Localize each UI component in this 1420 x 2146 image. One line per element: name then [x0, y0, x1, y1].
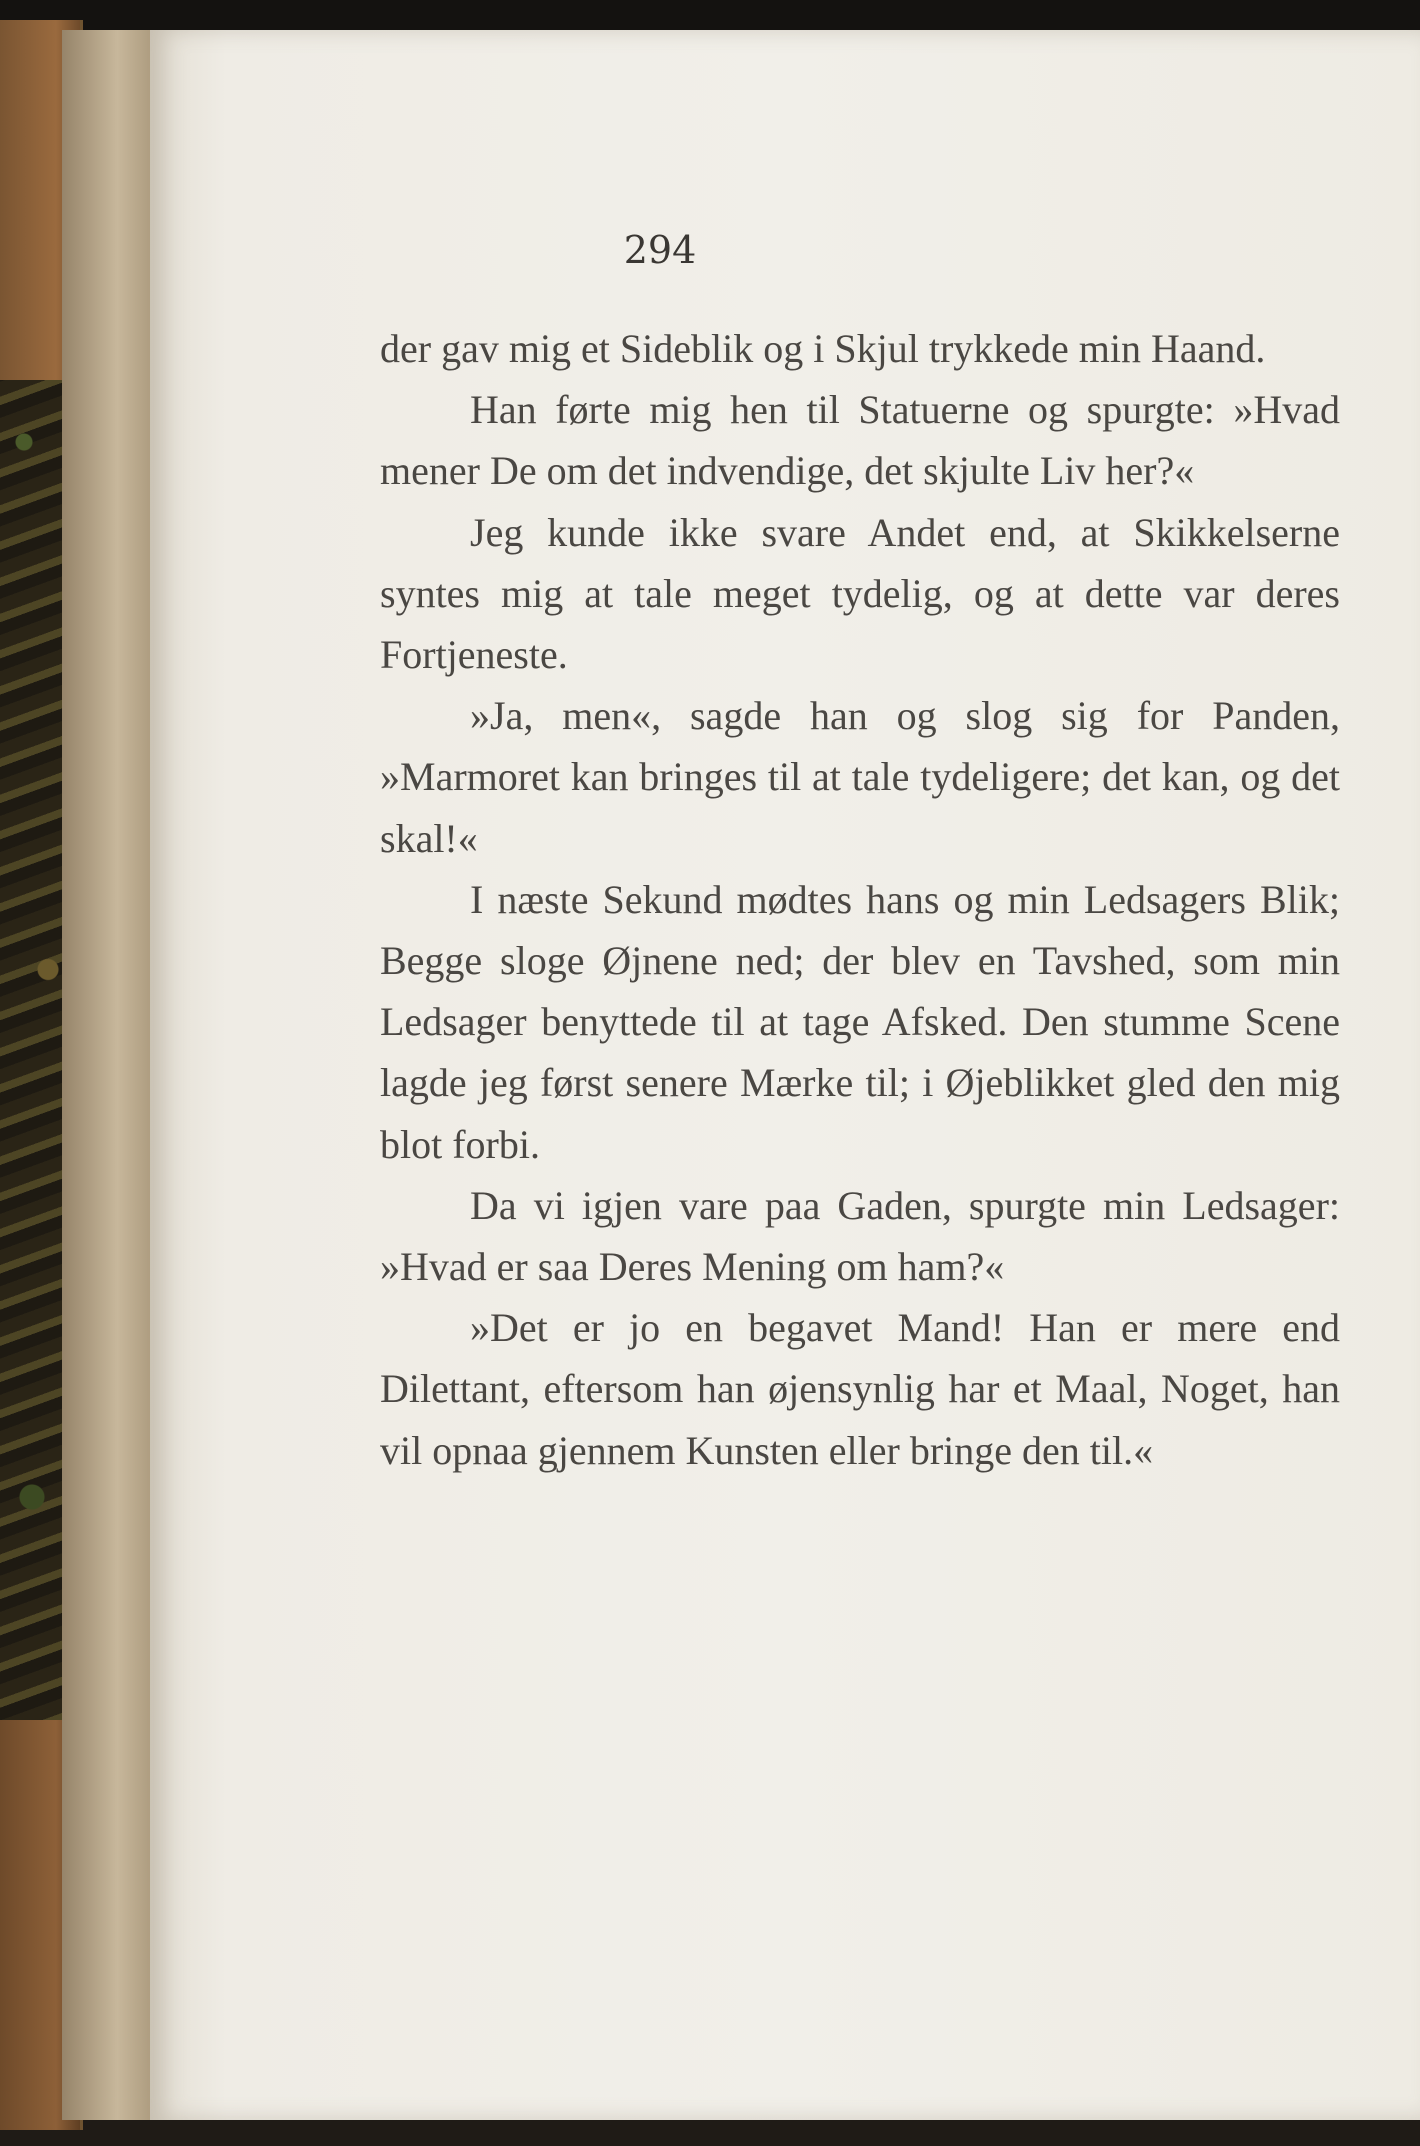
body-text [380, 318, 1340, 1481]
paragraph: der gav mig et Sideblik og i Skjul trykkede min Haand. [380, 326, 1266, 371]
paragraph: Jeg kunde ikke svare Andet end, at Skikkelserne syntes mig at tale meget tydelig, og at dette var deres Fortjeneste. [380, 509, 1340, 678]
page-edges-shading [62, 30, 154, 2120]
paragraph: »Ja, men«, sagde han og slog sig for Panden, »Marmoret kan bringes til at tale tydeligere; det kan, og det skal!« [380, 693, 1340, 861]
paragraph: Han førte mig hen til Statuerne og spurgte: »Hvad mener De om det indvendige, det skjulte Liv her?« [380, 387, 1340, 494]
paragraph: »Det er jo en begavet Mand! Han er mere end Dilettant, eftersom han øjensynlig har et Maal, Noget, han vil opnaa gjennem Kunsten eller bringe den til.« [380, 1305, 1340, 1473]
paragraph: I næste Sekund mødtes hans og min Ledsagers Blik; Begge sloge Øjnene ned; der blev en Tavshed, som min Ledsager benyttede til at tage Afsked. Den stumme Scene lagde jeg først senere Mærke til; i Øjeblikket gled den mig blot forbi. [380, 876, 1340, 1167]
paragraph: Da vi igjen vare paa Gaden, spurgte min Ledsager: »Hvad er saa Deres Mening om ham?« [380, 1182, 1340, 1290]
page-number: 294 [623, 228, 697, 272]
